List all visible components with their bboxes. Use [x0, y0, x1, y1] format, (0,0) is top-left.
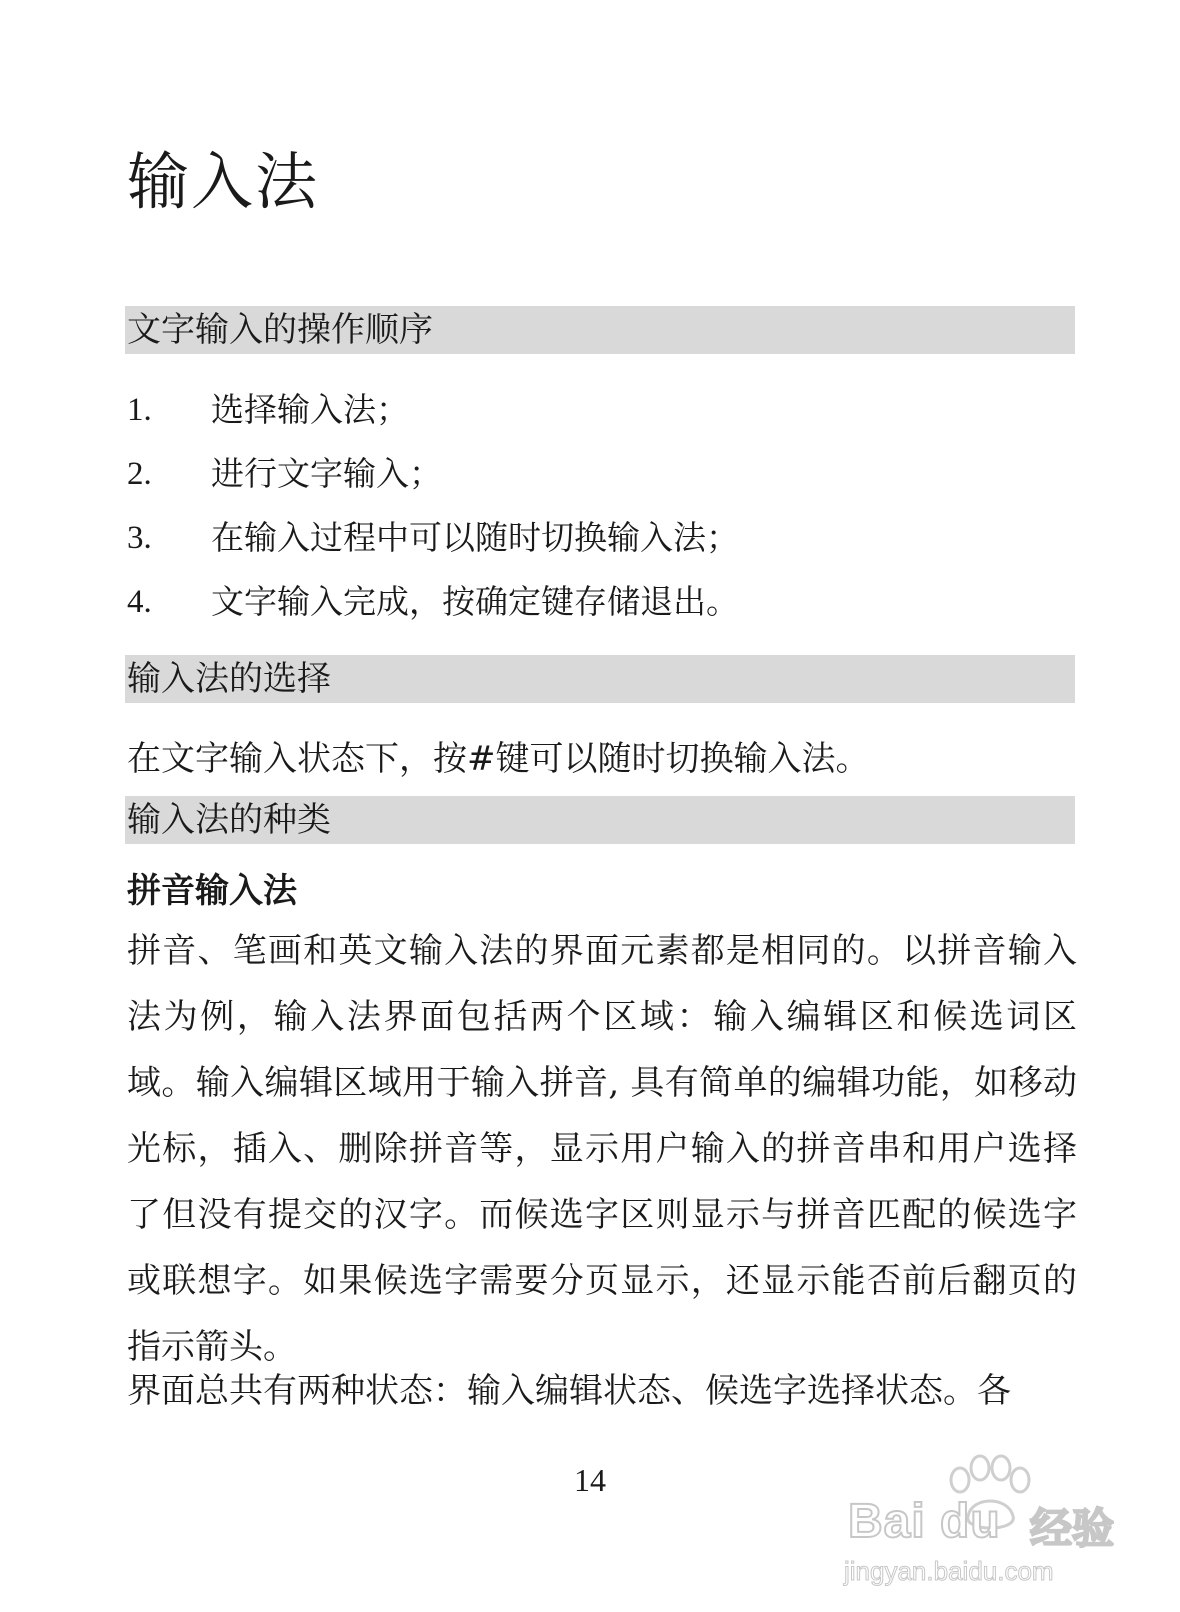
pinyin-description: 拼音、笔画和英文输入法的界面元素都是相同的。以拼音输入法为例，输入法界面包括两个区域：输入编辑区和候选词区域。输入编辑区域用于输入拼音, 具有简单的编辑功能，如移动光标，插入、删除拼音等，显示用户输入的拼音串和用户选择了但没有提交的汉字。而候选字区则显示与拼音匹配的候选字或联想字。如果候选字需要分页显示，还显示能否前后翻页的指示箭头。 [127, 931, 1077, 1367]
steps-list [127, 378, 739, 634]
step-text: 进行文字输入； [211, 454, 442, 493]
pinyin-heading: 拼音输入法 [127, 871, 297, 911]
section-heading-types: 输入法的种类 [125, 796, 1075, 844]
page-number: 14 [574, 1462, 606, 1498]
watermark-url: jingyan.baidu.com [844, 1556, 1054, 1586]
states-paragraph: 界面总共有两种状态：输入编辑状态、候选字选择状态。各 [127, 1371, 1011, 1411]
section-heading-selection: 输入法的选择 [125, 655, 1075, 703]
baidu-watermark [838, 1438, 1158, 1588]
step-text: 选择输入法； [211, 390, 409, 429]
step-text: 在输入过程中可以随时切换输入法； [211, 518, 739, 557]
list-item [127, 378, 739, 442]
section-heading-order: 文字输入的操作顺序 [125, 306, 1075, 354]
step-text: 文字输入完成，按确定键存储退出。 [211, 582, 739, 621]
list-item [127, 570, 739, 634]
step-number: 3. [127, 520, 152, 556]
watermark-label: 经验 [1030, 1504, 1115, 1553]
list-item [127, 506, 739, 570]
watermark-brand: Bai du [848, 1495, 1001, 1548]
list-item [127, 442, 739, 506]
step-number: 4. [127, 584, 152, 620]
page-title: 输入法 [127, 145, 320, 218]
step-number: 2. [127, 456, 152, 492]
selection-paragraph: 在文字输入状态下，按#键可以随时切换输入法。 [127, 739, 870, 779]
step-number: 1. [127, 392, 152, 428]
